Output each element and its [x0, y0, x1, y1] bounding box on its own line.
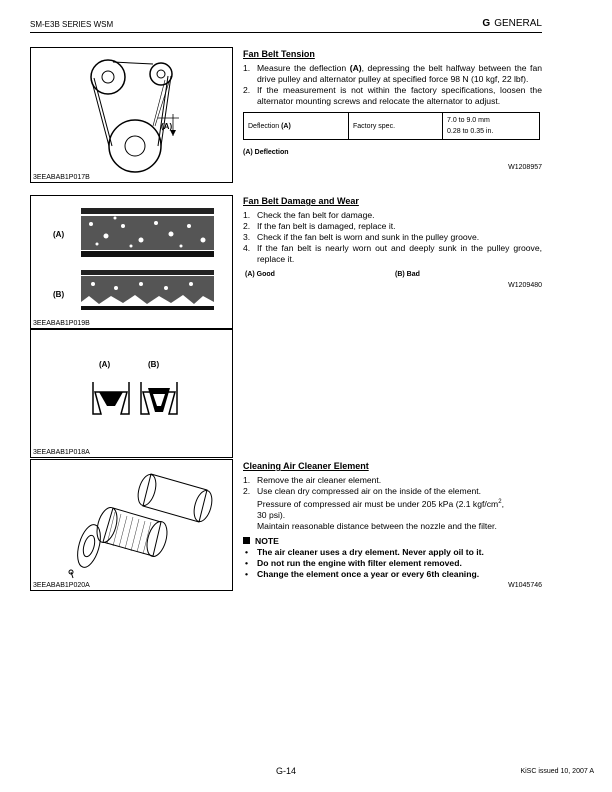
section-title-fan-belt-damage: Fan Belt Damage and Wear [243, 196, 359, 206]
note-list [243, 547, 542, 580]
list-item: 1. Check the fan belt for damage. [243, 210, 375, 220]
section-fan-belt-tension [243, 49, 542, 173]
belt-cross-section-illustration [31, 196, 232, 328]
figure-legend: (A) Deflection [243, 149, 289, 156]
section-title [482, 18, 542, 29]
figure-caption: 3EEABAB1P017B [33, 174, 90, 181]
list-item: • Do not run the engine with filter element removed. [243, 558, 542, 569]
tension-steps [243, 63, 542, 107]
issue-info: KiSC issued 10, 2007 A [520, 768, 594, 775]
air-cleaner-steps [243, 475, 542, 532]
section-title-fan-belt-tension: Fan Belt Tension [243, 49, 315, 59]
list-item: 2. Use clean dry compressed air on the inside of the element. Pressure of compressed air must be under 205 kPa (2.1 kgf/$cm^2$, 30 psi). Maintain reasonable distance between the nozzle and the filter. [243, 486, 504, 531]
list-item: 3. Check if the fan belt is worn and sunk in the pulley groove. [243, 232, 480, 242]
air-cleaner-illustration [31, 460, 232, 590]
section-fan-belt-damage [243, 196, 542, 291]
figure-label-a: (A) [161, 122, 173, 131]
figure-caption: 3EEABAB1P020A [33, 582, 90, 589]
pulley-groove-illustration [31, 330, 232, 457]
list-item: 2. If the fan belt is damaged, replace it. [243, 221, 396, 231]
figure-label-a: (A) [53, 230, 65, 239]
doc-code: W1208957 [508, 164, 542, 171]
figure-belt-damage [30, 195, 233, 329]
manual-title: SM-E3B SERIES WSM [30, 20, 114, 29]
section-name: GENERAL [494, 18, 542, 29]
list-item: 1. Remove the air cleaner element. [243, 475, 382, 485]
belt-pulley-illustration [31, 48, 232, 182]
figure-belt-deflection [30, 47, 233, 183]
list-item: 1. Measure the deflection (A), depressing the belt halfway between the fan drive pulley and alternator pulley at specified force 98 N (10 kgf, 22 lbf). [243, 63, 542, 84]
list-item: 2. If the measurement is not within the factory specifications, loosen the alternator mounting screws and relocate the alternator to adjust. [243, 85, 542, 106]
list-item: 4. If the fan belt is nearly worn out and deeply sunk in the pulley groove, replace it. [243, 243, 542, 264]
note-square-icon [243, 537, 250, 544]
section-air-cleaner [243, 461, 542, 591]
header-rule [30, 32, 542, 33]
figure-pulley-groove [30, 329, 233, 458]
figure-legend: (A) Good (B) Bad [245, 271, 420, 278]
spec-item: Deflection (A) [244, 113, 349, 140]
doc-code: W1045746 [508, 581, 542, 589]
note-heading: NOTE [243, 536, 542, 547]
section-letter: G [482, 18, 491, 29]
doc-code: W1209480 [508, 282, 542, 289]
figure-caption: 3EEABAB1P018A [33, 449, 90, 456]
spec-label: Factory spec. [349, 113, 443, 140]
page-number: G-14 [276, 766, 297, 776]
list-item: • The air cleaner uses a dry element. Never apply oil to it. [243, 547, 542, 558]
figure-caption: 3EEABAB1P019B [33, 320, 90, 327]
list-item: • Change the element once a year or every 6th cleaning. [243, 569, 542, 580]
figure-air-cleaner [30, 459, 233, 591]
figure-label-b: (B) [53, 290, 65, 299]
spec-value: 7.0 to 9.0 mm 0.28 to 0.35 in. [443, 113, 540, 140]
section-title-air-cleaner: Cleaning Air Cleaner Element [243, 461, 369, 471]
figure-label-b: (B) [148, 360, 160, 369]
damage-steps [243, 210, 542, 265]
deflection-spec-table [243, 112, 540, 140]
figure-label-a: (A) [99, 360, 111, 369]
